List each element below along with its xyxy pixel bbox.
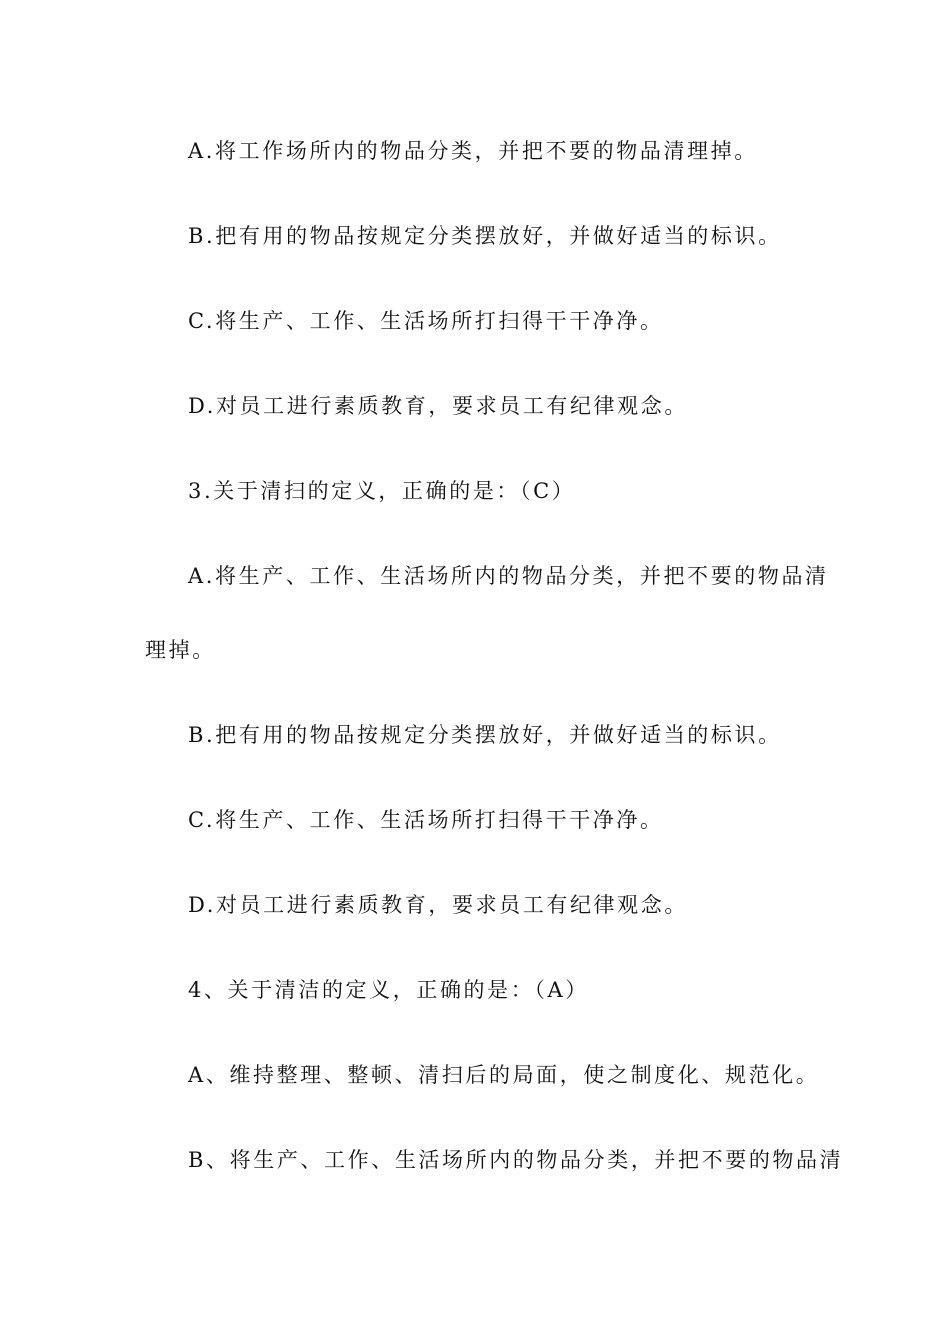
q3-option-c-line: C.将生产、工作、生活场所打扫得干干净净。 xyxy=(188,808,664,832)
q3-option-d-line: D.对员工进行素质教育，要求员工有纪律观念。 xyxy=(188,893,688,917)
q4-option-b-line: B、将生产、工作、生活场所内的物品分类，并把不要的物品清 xyxy=(188,1148,844,1172)
question-3-line: 3.关于清扫的定义，正确的是：（C） xyxy=(188,479,576,503)
q3-option-a-line: A.将生产、工作、生活场所内的物品分类，并把不要的物品清 xyxy=(188,564,829,588)
option-d-line: D.对员工进行素质教育，要求员工有纪律观念。 xyxy=(188,394,688,418)
q3-option-b-line: B.把有用的物品按规定分类摆放好，并做好适当的标识。 xyxy=(188,723,782,747)
q4-option-a-line: A、维持整理、整顿、清扫后的局面，使之制度化、规范化。 xyxy=(188,1063,820,1087)
q3-option-a-continuation: 理掉。 xyxy=(145,638,216,662)
option-b-line: B.把有用的物品按规定分类摆放好，并做好适当的标识。 xyxy=(188,224,782,248)
option-c-line: C.将生产、工作、生活场所打扫得干干净净。 xyxy=(188,309,664,333)
question-4-line: 4、关于清洁的定义，正确的是：（A） xyxy=(188,978,589,1002)
option-a-line: A.将工作场所内的物品分类，并把不要的物品清理掉。 xyxy=(188,139,758,163)
